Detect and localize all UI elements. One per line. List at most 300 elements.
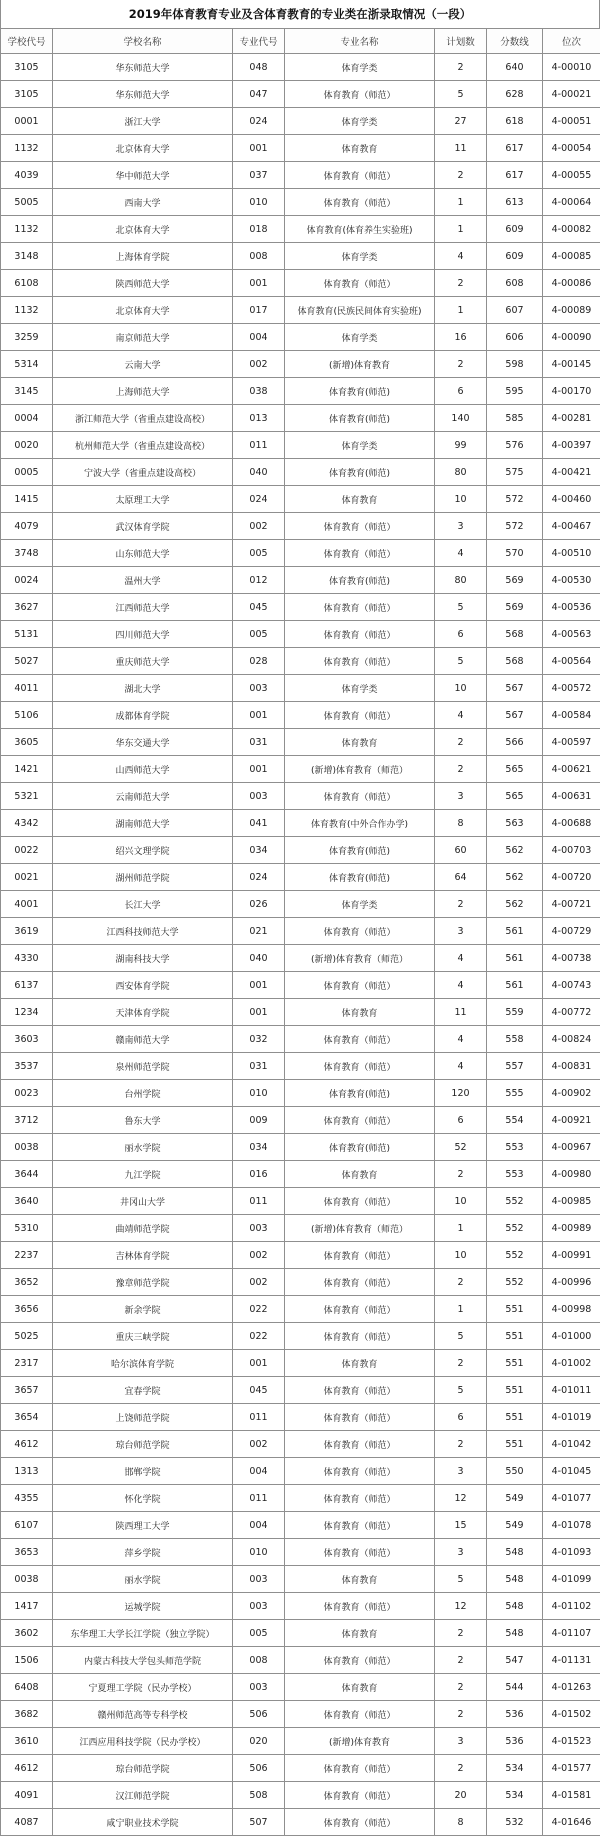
table-row: [1, 486, 600, 513]
cell-rank: 4-00831: [543, 1053, 600, 1080]
cell-major-code: 021: [233, 918, 285, 945]
cell-rank: 4-01077: [543, 1485, 600, 1512]
cell-major-name: 体育教育(师范): [285, 405, 435, 432]
cell-plan-count: 2: [435, 162, 487, 189]
cell-major-name: 体育学类: [285, 54, 435, 81]
cell-school-name: 邯郸学院: [53, 1458, 233, 1485]
page-title: 2019年体育教育专业及含体育教育的专业类在浙录取情况（一段）: [0, 0, 600, 28]
table-row: [1, 162, 600, 189]
cell-major-code: 003: [233, 1215, 285, 1242]
table-row: [1, 1134, 600, 1161]
cell-major-code: 005: [233, 540, 285, 567]
cell-major-name: (新增)体育教育: [285, 351, 435, 378]
cell-major-name: 体育教育(师范): [285, 1080, 435, 1107]
table-row: [1, 243, 600, 270]
table-row: [1, 1080, 600, 1107]
cell-school-name: 内蒙古科技大学包头师范学院: [53, 1647, 233, 1674]
cell-major-name: 体育教育（师范）: [285, 1323, 435, 1350]
cell-rank: 4-01502: [543, 1701, 600, 1728]
cell-rank: 4-00743: [543, 972, 600, 999]
cell-school-code: 3627: [1, 594, 53, 621]
cell-school-name: 山东师范大学: [53, 540, 233, 567]
cell-school-name: 温州大学: [53, 567, 233, 594]
cell-rank: 4-00824: [543, 1026, 600, 1053]
cell-major-name: 体育教育(师范): [285, 864, 435, 891]
cell-plan-count: 6: [435, 1107, 487, 1134]
cell-cutoff-score: 548: [487, 1539, 543, 1566]
cell-school-name: 华中师范大学: [53, 162, 233, 189]
cell-rank: 4-01646: [543, 1809, 600, 1836]
cell-rank: 4-00421: [543, 459, 600, 486]
cell-plan-count: 6: [435, 378, 487, 405]
cell-major-code: 005: [233, 1620, 285, 1647]
cell-rank: 4-00996: [543, 1269, 600, 1296]
cell-cutoff-score: 613: [487, 189, 543, 216]
cell-cutoff-score: 548: [487, 1593, 543, 1620]
table-row: [1, 1782, 600, 1809]
cell-rank: 4-01102: [543, 1593, 600, 1620]
cell-plan-count: 15: [435, 1512, 487, 1539]
cell-school-code: 3602: [1, 1620, 53, 1647]
cell-school-code: 0021: [1, 864, 53, 891]
cell-plan-count: 2: [435, 1620, 487, 1647]
cell-major-code: 038: [233, 378, 285, 405]
cell-major-code: 010: [233, 1539, 285, 1566]
cell-plan-count: 2: [435, 729, 487, 756]
table-row: [1, 1647, 600, 1674]
cell-cutoff-score: 552: [487, 1269, 543, 1296]
cell-major-code: 024: [233, 864, 285, 891]
cell-major-name: 体育教育（师范）: [285, 1782, 435, 1809]
cell-school-name: 东华理工大学长江学院（独立学院）: [53, 1620, 233, 1647]
cell-major-code: 002: [233, 1431, 285, 1458]
cell-plan-count: 11: [435, 999, 487, 1026]
table-row: [1, 540, 600, 567]
cell-plan-count: 4: [435, 243, 487, 270]
cell-major-code: 008: [233, 243, 285, 270]
cell-school-name: 湖南师范大学: [53, 810, 233, 837]
cell-cutoff-score: 552: [487, 1188, 543, 1215]
cell-major-name: 体育教育(师范): [285, 378, 435, 405]
cell-cutoff-score: 567: [487, 702, 543, 729]
cell-rank: 4-00998: [543, 1296, 600, 1323]
cell-plan-count: 5: [435, 1323, 487, 1350]
cell-school-code: 4091: [1, 1782, 53, 1809]
cell-major-name: 体育教育（师范）: [285, 1593, 435, 1620]
table-row: [1, 81, 600, 108]
cell-cutoff-score: 595: [487, 378, 543, 405]
cell-school-name: 长江大学: [53, 891, 233, 918]
cell-plan-count: 5: [435, 1377, 487, 1404]
cell-rank: 4-01019: [543, 1404, 600, 1431]
cell-plan-count: 8: [435, 810, 487, 837]
cell-major-code: 011: [233, 1485, 285, 1512]
cell-rank: 4-00631: [543, 783, 600, 810]
cell-major-code: 045: [233, 594, 285, 621]
cell-school-code: 5005: [1, 189, 53, 216]
cell-rank: 4-00082: [543, 216, 600, 243]
cell-plan-count: 4: [435, 972, 487, 999]
cell-school-code: 6408: [1, 1674, 53, 1701]
cell-school-code: 0004: [1, 405, 53, 432]
cell-major-name: 体育教育(体育养生实验班): [285, 216, 435, 243]
cell-major-code: 003: [233, 1566, 285, 1593]
table-row: [1, 1701, 600, 1728]
cell-school-code: 3657: [1, 1377, 53, 1404]
cell-major-name: 体育教育（师范）: [285, 1458, 435, 1485]
cell-rank: 4-00089: [543, 297, 600, 324]
table-row: [1, 756, 600, 783]
cell-school-name: 琼台师范学院: [53, 1755, 233, 1782]
cell-major-code: 037: [233, 162, 285, 189]
cell-major-code: 020: [233, 1728, 285, 1755]
cell-school-name: 云南大学: [53, 351, 233, 378]
cell-cutoff-score: 559: [487, 999, 543, 1026]
cell-school-name: 杭州师范大学（省重点建设高校）: [53, 432, 233, 459]
cell-rank: 4-01099: [543, 1566, 600, 1593]
cell-school-name: 泉州师范学院: [53, 1053, 233, 1080]
cell-rank: 4-00991: [543, 1242, 600, 1269]
cell-major-name: (新增)体育教育（师范）: [285, 1215, 435, 1242]
cell-school-name: 西安体育学院: [53, 972, 233, 999]
cell-plan-count: 2: [435, 756, 487, 783]
table-row: [1, 1674, 600, 1701]
cell-major-name: 体育教育（师范）: [285, 1269, 435, 1296]
cell-cutoff-score: 534: [487, 1755, 543, 1782]
cell-cutoff-score: 544: [487, 1674, 543, 1701]
cell-school-code: 0020: [1, 432, 53, 459]
table-row: [1, 1431, 600, 1458]
cell-major-name: 体育教育（师范）: [285, 540, 435, 567]
cell-major-name: 体育教育（师范）: [285, 648, 435, 675]
cell-major-code: 034: [233, 837, 285, 864]
cell-major-name: 体育教育（师范）: [285, 594, 435, 621]
cell-major-name: 体育教育（师范）: [285, 918, 435, 945]
cell-major-code: 002: [233, 351, 285, 378]
table-row: [1, 351, 600, 378]
table-row: [1, 999, 600, 1026]
cell-school-code: 4001: [1, 891, 53, 918]
cell-major-name: (新增)体育教育（师范）: [285, 945, 435, 972]
table-row: [1, 1539, 600, 1566]
cell-cutoff-score: 534: [487, 1782, 543, 1809]
cell-rank: 4-00921: [543, 1107, 600, 1134]
cell-cutoff-score: 598: [487, 351, 543, 378]
table-row: [1, 459, 600, 486]
cell-school-code: 4079: [1, 513, 53, 540]
cell-cutoff-score: 548: [487, 1566, 543, 1593]
cell-major-code: 010: [233, 189, 285, 216]
cell-school-code: 3640: [1, 1188, 53, 1215]
cell-plan-count: 6: [435, 621, 487, 648]
cell-school-name: 湖州师范学院: [53, 864, 233, 891]
cell-major-name: 体育教育（师范）: [285, 162, 435, 189]
cell-plan-count: 1: [435, 297, 487, 324]
cell-cutoff-score: 551: [487, 1404, 543, 1431]
cell-plan-count: 2: [435, 891, 487, 918]
cell-school-name: 怀化学院: [53, 1485, 233, 1512]
table-row: [1, 189, 600, 216]
table-row: [1, 594, 600, 621]
table-row: [1, 1269, 600, 1296]
cell-school-name: 宁夏理工学院（民办学校）: [53, 1674, 233, 1701]
cell-rank: 4-00572: [543, 675, 600, 702]
cell-school-name: 重庆三峡学院: [53, 1323, 233, 1350]
cell-plan-count: 8: [435, 1809, 487, 1836]
cell-major-code: 506: [233, 1755, 285, 1782]
cell-school-code: 1506: [1, 1647, 53, 1674]
table-row: [1, 1323, 600, 1350]
cell-school-code: 1421: [1, 756, 53, 783]
table-row: [1, 1566, 600, 1593]
cell-school-name: 吉林体育学院: [53, 1242, 233, 1269]
cell-major-code: 003: [233, 675, 285, 702]
cell-cutoff-score: 609: [487, 216, 543, 243]
cell-major-name: 体育教育（师范）: [285, 1188, 435, 1215]
cell-major-name: 体育教育: [285, 486, 435, 513]
cell-plan-count: 60: [435, 837, 487, 864]
cell-major-code: 004: [233, 1458, 285, 1485]
table-row: [1, 432, 600, 459]
cell-school-code: 2317: [1, 1350, 53, 1377]
cell-school-code: 0022: [1, 837, 53, 864]
cell-plan-count: 140: [435, 405, 487, 432]
cell-major-name: 体育教育（师范）: [285, 81, 435, 108]
cell-major-name: 体育教育: [285, 1620, 435, 1647]
cell-rank: 4-00584: [543, 702, 600, 729]
cell-rank: 4-01011: [543, 1377, 600, 1404]
cell-major-name: 体育教育(师范): [285, 1134, 435, 1161]
cell-major-name: 体育教育（师范）: [285, 1431, 435, 1458]
table-row: [1, 270, 600, 297]
cell-major-name: (新增)体育教育（师范）: [285, 756, 435, 783]
cell-major-name: 体育教育（师范）: [285, 1053, 435, 1080]
header-school-code: 学校代号: [1, 29, 53, 54]
table-row: [1, 864, 600, 891]
cell-major-name: 体育教育(师范): [285, 459, 435, 486]
table-row: [1, 702, 600, 729]
cell-school-code: 3259: [1, 324, 53, 351]
table-row: [1, 1620, 600, 1647]
cell-cutoff-score: 565: [487, 783, 543, 810]
cell-school-name: 丽水学院: [53, 1134, 233, 1161]
cell-major-code: 041: [233, 810, 285, 837]
cell-rank: 4-00530: [543, 567, 600, 594]
cell-major-name: 体育教育（师范）: [285, 702, 435, 729]
cell-major-code: 010: [233, 1080, 285, 1107]
cell-plan-count: 5: [435, 1566, 487, 1593]
cell-cutoff-score: 575: [487, 459, 543, 486]
cell-major-code: 047: [233, 81, 285, 108]
cell-rank: 4-00703: [543, 837, 600, 864]
cell-major-name: (新增)体育教育: [285, 1728, 435, 1755]
cell-cutoff-score: 561: [487, 918, 543, 945]
cell-cutoff-score: 552: [487, 1215, 543, 1242]
cell-plan-count: 1: [435, 1215, 487, 1242]
cell-major-name: 体育教育: [285, 1566, 435, 1593]
cell-plan-count: 5: [435, 648, 487, 675]
cell-school-name: 鲁东大学: [53, 1107, 233, 1134]
cell-plan-count: 20: [435, 1782, 487, 1809]
cell-major-name: 体育教育（师范）: [285, 1026, 435, 1053]
cell-school-name: 湖北大学: [53, 675, 233, 702]
cell-school-name: 太原理工大学: [53, 486, 233, 513]
cell-plan-count: 2: [435, 54, 487, 81]
cell-rank: 4-00460: [543, 486, 600, 513]
cell-major-code: 003: [233, 783, 285, 810]
table-row: [1, 216, 600, 243]
cell-school-code: 3644: [1, 1161, 53, 1188]
cell-school-code: 4011: [1, 675, 53, 702]
cell-major-code: 001: [233, 135, 285, 162]
cell-major-name: 体育教育（师范）: [285, 783, 435, 810]
cell-rank: 4-00021: [543, 81, 600, 108]
cell-school-code: 0038: [1, 1566, 53, 1593]
cell-cutoff-score: 563: [487, 810, 543, 837]
cell-cutoff-score: 536: [487, 1728, 543, 1755]
cell-rank: 4-00170: [543, 378, 600, 405]
cell-school-code: 4039: [1, 162, 53, 189]
cell-school-name: 九江学院: [53, 1161, 233, 1188]
cell-cutoff-score: 608: [487, 270, 543, 297]
table-row: [1, 891, 600, 918]
cell-school-code: 2237: [1, 1242, 53, 1269]
cell-rank: 4-00985: [543, 1188, 600, 1215]
cell-rank: 4-00989: [543, 1215, 600, 1242]
cell-school-name: 绍兴文理学院: [53, 837, 233, 864]
cell-major-code: 506: [233, 1701, 285, 1728]
table-row: [1, 1296, 600, 1323]
cell-major-code: 508: [233, 1782, 285, 1809]
cell-rank: 4-00054: [543, 135, 600, 162]
cell-rank: 4-00510: [543, 540, 600, 567]
cell-school-name: 丽水学院: [53, 1566, 233, 1593]
cell-plan-count: 16: [435, 324, 487, 351]
cell-school-name: 华东交通大学: [53, 729, 233, 756]
cell-cutoff-score: 553: [487, 1134, 543, 1161]
cell-rank: 4-01523: [543, 1728, 600, 1755]
cell-major-name: 体育教育(民族民间体育实验班): [285, 297, 435, 324]
cell-plan-count: 2: [435, 1647, 487, 1674]
cell-plan-count: 5: [435, 81, 487, 108]
table-row: [1, 378, 600, 405]
cell-rank: 4-00090: [543, 324, 600, 351]
header-school-name: 学校名称: [53, 29, 233, 54]
cell-rank: 4-01078: [543, 1512, 600, 1539]
cell-school-code: 3145: [1, 378, 53, 405]
cell-school-code: 3603: [1, 1026, 53, 1053]
cell-major-code: 002: [233, 513, 285, 540]
cell-major-name: 体育教育: [285, 1674, 435, 1701]
cell-major-name: 体育教育（师范）: [285, 972, 435, 999]
cell-school-code: 3610: [1, 1728, 53, 1755]
cell-plan-count: 64: [435, 864, 487, 891]
cell-major-name: 体育教育（师范）: [285, 1755, 435, 1782]
cell-major-code: 011: [233, 432, 285, 459]
cell-rank: 4-00772: [543, 999, 600, 1026]
cell-school-name: 重庆师范大学: [53, 648, 233, 675]
cell-school-code: 3537: [1, 1053, 53, 1080]
cell-cutoff-score: 554: [487, 1107, 543, 1134]
cell-major-code: 032: [233, 1026, 285, 1053]
cell-cutoff-score: 552: [487, 1242, 543, 1269]
cell-school-name: 云南师范大学: [53, 783, 233, 810]
cell-major-name: 体育教育（师范）: [285, 1809, 435, 1836]
cell-major-name: 体育学类: [285, 891, 435, 918]
cell-major-name: 体育教育（师范）: [285, 1701, 435, 1728]
cell-school-name: 上海师范大学: [53, 378, 233, 405]
table-row: [1, 1458, 600, 1485]
cell-plan-count: 4: [435, 945, 487, 972]
cell-rank: 4-01093: [543, 1539, 600, 1566]
cell-school-code: 3148: [1, 243, 53, 270]
cell-plan-count: 12: [435, 1593, 487, 1620]
cell-school-code: 4087: [1, 1809, 53, 1836]
cell-major-code: 001: [233, 270, 285, 297]
cell-school-name: 华东师范大学: [53, 54, 233, 81]
cell-rank: 4-00729: [543, 918, 600, 945]
cell-plan-count: 10: [435, 1242, 487, 1269]
cell-cutoff-score: 568: [487, 648, 543, 675]
cell-rank: 4-01577: [543, 1755, 600, 1782]
cell-school-name: 天津体育学院: [53, 999, 233, 1026]
cell-cutoff-score: 550: [487, 1458, 543, 1485]
cell-school-name: 汉江师范学院: [53, 1782, 233, 1809]
cell-school-code: 6137: [1, 972, 53, 999]
cell-major-name: 体育教育（师范）: [285, 189, 435, 216]
table-row: [1, 783, 600, 810]
cell-major-code: 040: [233, 945, 285, 972]
cell-cutoff-score: 618: [487, 108, 543, 135]
cell-cutoff-score: 572: [487, 486, 543, 513]
cell-major-code: 040: [233, 459, 285, 486]
cell-school-name: 江西应用科技学院（民办学校）: [53, 1728, 233, 1755]
cell-rank: 4-00738: [543, 945, 600, 972]
cell-school-name: 台州学院: [53, 1080, 233, 1107]
cell-plan-count: 80: [435, 567, 487, 594]
cell-rank: 4-00397: [543, 432, 600, 459]
cell-school-code: 6108: [1, 270, 53, 297]
cell-school-name: 上海体育学院: [53, 243, 233, 270]
cell-plan-count: 10: [435, 486, 487, 513]
cell-cutoff-score: 569: [487, 594, 543, 621]
cell-cutoff-score: 565: [487, 756, 543, 783]
cell-major-name: 体育教育: [285, 1350, 435, 1377]
cell-school-name: 华东师范大学: [53, 81, 233, 108]
cell-cutoff-score: 536: [487, 1701, 543, 1728]
cell-school-name: 琼台师范学院: [53, 1431, 233, 1458]
cell-school-name: 北京体育大学: [53, 135, 233, 162]
admission-table: [0, 28, 600, 1836]
cell-plan-count: 3: [435, 1539, 487, 1566]
cell-rank: 4-01000: [543, 1323, 600, 1350]
cell-cutoff-score: 548: [487, 1620, 543, 1647]
cell-cutoff-score: 549: [487, 1485, 543, 1512]
cell-school-code: 3105: [1, 54, 53, 81]
table-row: [1, 972, 600, 999]
cell-school-code: 5131: [1, 621, 53, 648]
table-row: [1, 1215, 600, 1242]
cell-rank: 4-00597: [543, 729, 600, 756]
cell-school-code: 3605: [1, 729, 53, 756]
table-row: [1, 1242, 600, 1269]
cell-cutoff-score: 557: [487, 1053, 543, 1080]
table-row: [1, 1593, 600, 1620]
header-major-name: 专业名称: [285, 29, 435, 54]
cell-school-name: 赣南师范大学: [53, 1026, 233, 1053]
cell-rank: 4-01131: [543, 1647, 600, 1674]
cell-plan-count: 11: [435, 135, 487, 162]
